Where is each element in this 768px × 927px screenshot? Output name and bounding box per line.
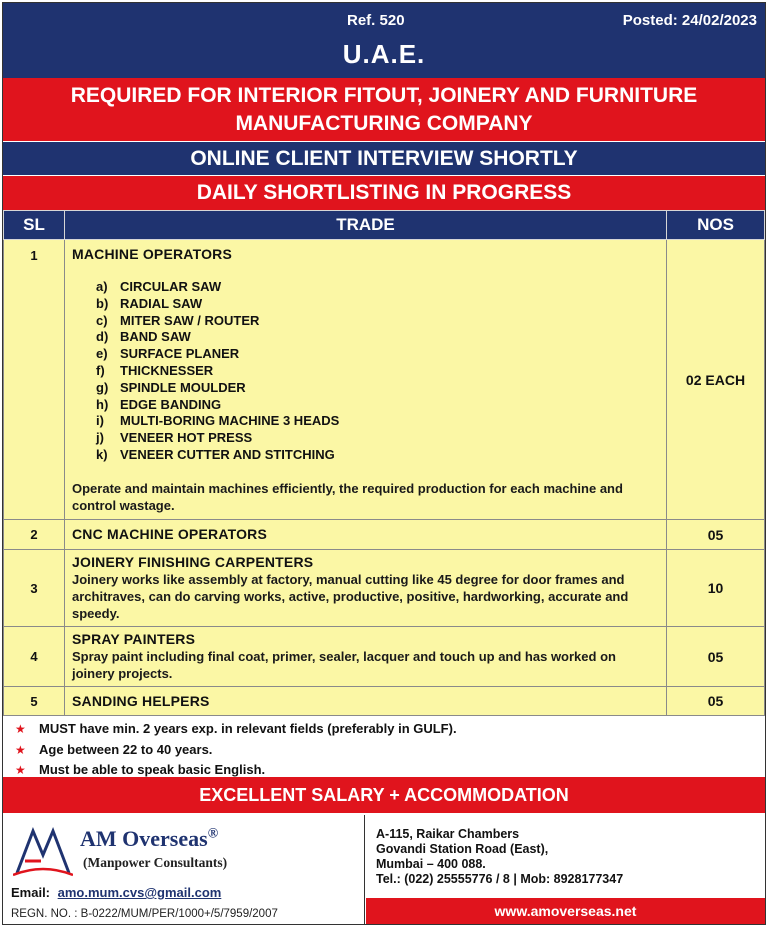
trades-table bbox=[3, 210, 765, 716]
trade-description: Spray paint including final coat, primer, sealer, lacquer and touch up and has worked on joinery projects. bbox=[72, 649, 616, 681]
trade-title: SPRAY PAINTERS bbox=[72, 631, 196, 647]
trade-title: CNC MACHINE OPERATORS bbox=[72, 526, 268, 542]
requirement-line-1: REQUIRED FOR INTERIOR FITOUT, JOINERY AND FURNITURE bbox=[70, 84, 698, 107]
list-item: ★ Must be able to speak basic English. bbox=[15, 760, 765, 781]
star-icon: ★ bbox=[15, 722, 26, 736]
posted-date: Posted: 24/02/2023 bbox=[622, 12, 757, 29]
website-link[interactable]: www.amoverseas.net bbox=[366, 898, 765, 924]
trade-title: MACHINE OPERATORS bbox=[72, 246, 233, 262]
email-link[interactable]: amo.mum.cvs@gmail.com bbox=[57, 885, 222, 900]
company-block bbox=[3, 815, 365, 924]
interview-banner: ONLINE CLIENT INTERVIEW SHORTLY bbox=[3, 142, 765, 176]
company-subtitle: (Manpower Consultants) bbox=[83, 855, 228, 870]
row-trade bbox=[65, 687, 667, 716]
column-header-trade: TRADE bbox=[65, 211, 667, 240]
trade-title: JOINERY FINISHING CARPENTERS bbox=[72, 554, 314, 570]
company-logo-icon bbox=[13, 825, 73, 877]
registration-number: REGN. NO. : B-0222/MUM/PER/1000+/5/7959/2007 bbox=[11, 908, 278, 920]
row-trade bbox=[65, 550, 667, 627]
row-nos: 05 bbox=[667, 627, 765, 687]
reference-number: Ref. 520 bbox=[347, 12, 405, 29]
table-row bbox=[4, 627, 765, 687]
row-sl: 2 bbox=[4, 520, 65, 550]
list-item: b) RADIAL SAW bbox=[96, 295, 203, 311]
requirement-line-2: MANUFACTURING COMPANY bbox=[235, 112, 533, 135]
row-sl: 5 bbox=[4, 687, 65, 716]
email-label: Email: bbox=[11, 885, 51, 900]
table-row bbox=[4, 520, 765, 550]
job-advertisement bbox=[2, 2, 766, 925]
company-name: AM Overseas® bbox=[80, 826, 219, 851]
row-trade bbox=[65, 627, 667, 687]
list-item: ★ Age between 22 to 40 years. bbox=[15, 740, 765, 761]
email-row bbox=[11, 885, 221, 900]
list-item: g) SPINDLE MOULDER bbox=[96, 379, 246, 395]
row-nos: 02 EACH bbox=[667, 240, 765, 520]
address-block bbox=[366, 815, 765, 924]
list-item: a) CIRCULAR SAW bbox=[96, 279, 222, 294]
list-item: e) SURFACE PLANER bbox=[96, 346, 240, 362]
row-nos: 10 bbox=[667, 550, 765, 627]
column-header-sl: SL bbox=[4, 211, 65, 240]
list-item: ★ MUST have min. 2 years exp. in relevant fields (preferably in GULF). bbox=[15, 719, 765, 740]
salary-banner: EXCELLENT SALARY + ACCOMMODATION bbox=[3, 777, 765, 813]
header-banner bbox=[3, 3, 765, 78]
table-row bbox=[4, 550, 765, 627]
table-row bbox=[4, 687, 765, 716]
list-item: c) MITER SAW / ROUTER bbox=[96, 312, 260, 328]
requirement-banner bbox=[3, 78, 765, 141]
trade-description: Joinery works like assembly at factory, manual cutting like 45 degree for door frames and architraves, can do carving works, active, productive, positive, hardworking, accurate and speedy. bbox=[72, 572, 629, 621]
row-sl: 3 bbox=[4, 550, 65, 627]
row-sl: 4 bbox=[4, 627, 65, 687]
list-item: i) MULTI-BORING MACHINE 3 HEADS bbox=[96, 413, 340, 429]
list-item: f) THICKNESSER bbox=[96, 362, 214, 378]
row-trade bbox=[65, 520, 667, 550]
row-nos: 05 bbox=[667, 687, 765, 716]
trade-description: Operate and maintain machines efficiently, the required production for each machine and control wastage. bbox=[72, 480, 623, 513]
list-item: d) BAND SAW bbox=[96, 329, 191, 345]
row-sl: 1 bbox=[4, 240, 65, 520]
star-icon: ★ bbox=[15, 763, 26, 777]
list-item: k) VENEER CUTTER AND STITCHING bbox=[96, 446, 335, 462]
country-title: U.A.E. bbox=[342, 39, 426, 69]
row-trade bbox=[65, 240, 667, 520]
table-row bbox=[4, 240, 765, 520]
machine-list bbox=[96, 279, 659, 464]
trade-title: SANDING HELPERS bbox=[72, 692, 210, 709]
shortlisting-banner: DAILY SHORTLISTING IN PROGRESS bbox=[3, 176, 765, 210]
address: A-115, Raikar Chambers Govandi Station Road (East), Mumbai – 400 088. Tel.: (022) 25555776 / 8 | Mob: 8928177347 bbox=[376, 827, 624, 886]
table-header-row bbox=[4, 211, 765, 240]
list-item: j) VENEER HOT PRESS bbox=[96, 430, 253, 446]
row-nos: 05 bbox=[667, 520, 765, 550]
column-header-nos: NOS bbox=[667, 211, 765, 240]
star-icon: ★ bbox=[15, 742, 26, 757]
requirements-list bbox=[3, 716, 765, 777]
list-item: h) EDGE BANDING bbox=[96, 396, 222, 412]
